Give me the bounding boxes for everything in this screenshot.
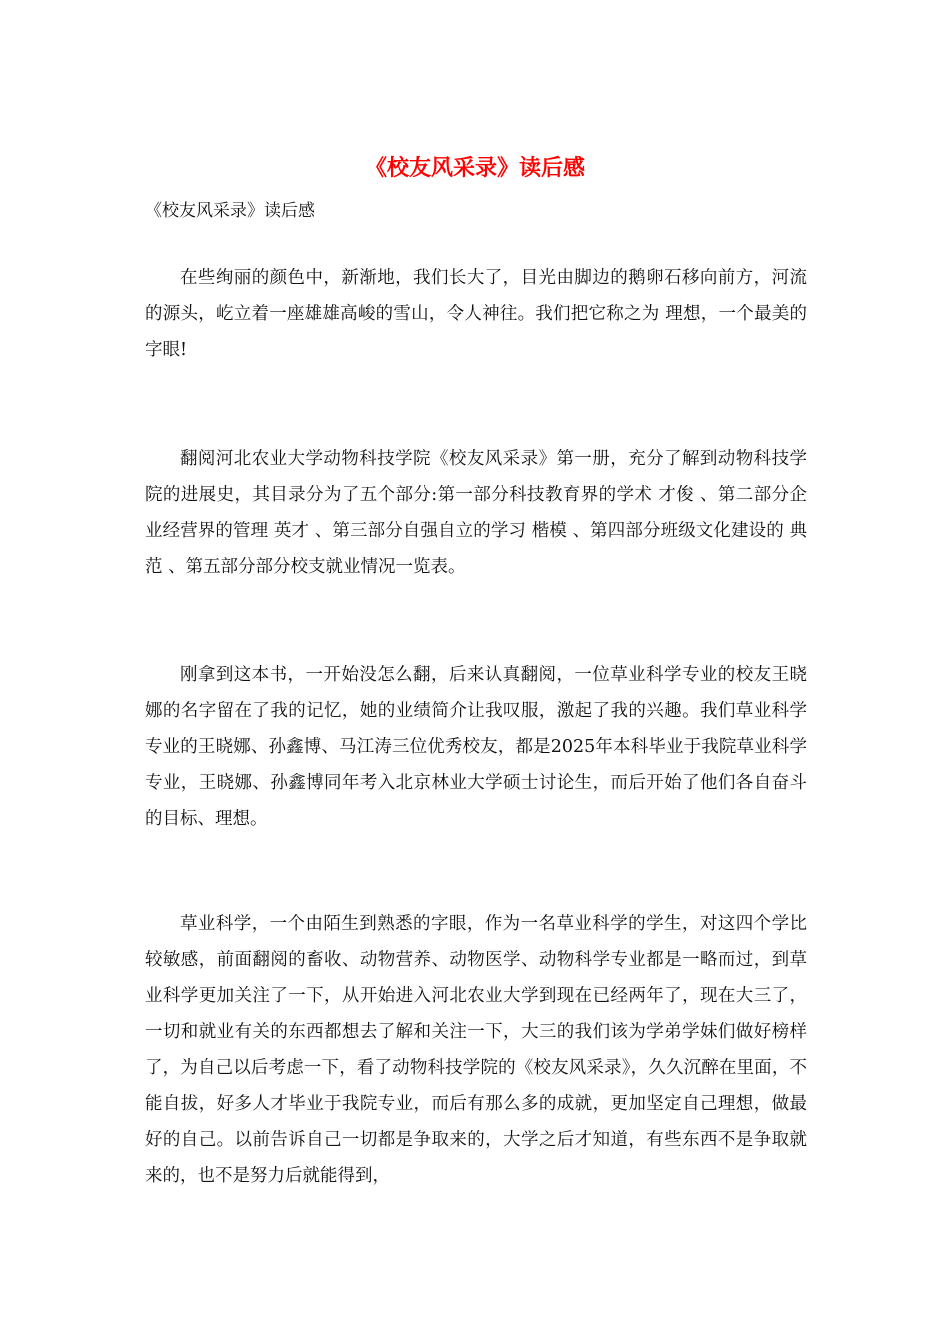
paragraph-2: 翻阅河北农业大学动物科技学院《校友风采录》第一册，充分了解到动物科技学院的进展史，其目录分为了五个部分:第一部分科技教育界的学术 才俊 、第二部分企业经营界的管理 英才 、第三部分自强自立的学习 楷模 、第四部分班级文化建设的 典范 、第五部分部分校支就业情况一览表。 bbox=[145, 449, 807, 577]
document-title: 《校友风采录》读后感 bbox=[364, 155, 585, 181]
document-subtitle: 《校友风采录》读后感 bbox=[145, 201, 315, 221]
paragraph-1: 在些绚丽的颜色中，新渐地，我们长大了，目光由脚边的鹅卵石移向前方，河流的源头，屹立着一座雄雄高峻的雪山，令人神往。我们把它称之为 理想，一个最美的字眼! bbox=[145, 268, 807, 360]
paragraph-4: 草业科学，一个由陌生到熟悉的字眼，作为一名草业科学的学生，对这四个学比较敏感，前面翻阅的畜收、动物营养、动物医学、动物科学专业都是一略而过，到草业科学更加关注了一下，从开始进入河北农业大学到现在已经两年了，现在大三了，一切和就业有关的东西都想去了解和关注一下，大三的我们该为学弟学妹们做好榜样了，为自己以后考虑一下，看了动物科技学院的《校友风采录》，久久沉醉在里面，不能自拔，好多人才毕业于我院专业，而后有那么多的成就，更加坚定自己理想，做最好的自己。以前告诉自己一切都是争取来的，大学之后才知道，有些东西不是争取就来的，也不是努力后就能得到， bbox=[145, 914, 807, 1186]
paragraph-3: 刚拿到这本书，一开始没怎么翻，后来认真翻阅，一位草业科学专业的校友王晓娜的名字留在了我的记忆，她的业绩简介让我叹服，激起了我的兴趣。我们草业科学专业的王晓娜、孙鑫博、马江涛三位优秀校友，都是2025年本科毕业于我院草业科学专业，王晓娜、孙鑫博同年考入北京林业大学硕士讨论生，而后开始了他们各自奋斗的目标、理想。 bbox=[145, 665, 807, 829]
